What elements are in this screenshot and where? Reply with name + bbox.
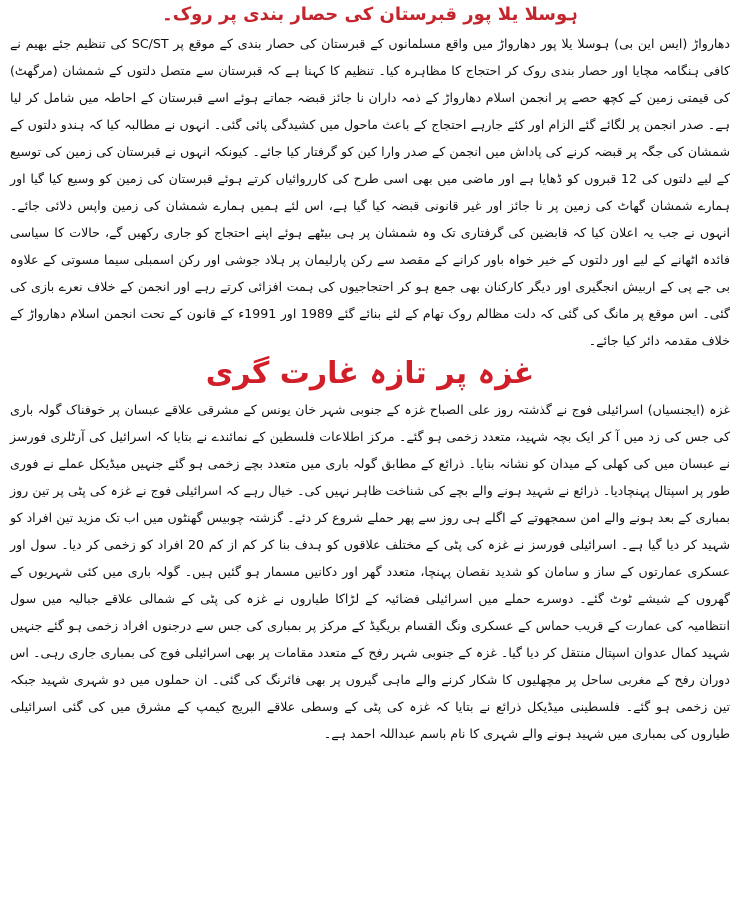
article-headline: غزہ پر تازہ غارت گری <box>205 355 535 391</box>
article-gaza <box>10 356 730 747</box>
article-hosalli-graveyard <box>10 4 730 354</box>
article-body: غزہ (ایجنسیاں) اسرائیلی فوج نے گذشتہ روز علی الصباح غزہ کے جنوبی شہر خان یونس کے مشرقی علاقے عبسان پر خوفناک گولہ باری کی جس کی زد میں آ کر ایک بچہ شہید، متعدد زخمی ہو گئے۔ مرکز اطلاعات فلسطین کے نمائندے نے بتایا کہ اسرائیل کی آرٹلری فورسز نے عبسان میں کی کھلی کے میدان کو نشانہ بنایا۔ ذرائع کے مطابق گولہ باری میں متعدد بچے زخمی ہو گئے جنہیں میڈیکل عملے نے فوری طور پر اسپتال پہنچادیا۔ ذرائع نے شہید ہونے والے بچے کی شناخت ظاہر نہیں کی۔ خیال رہے کہ اسرائیلی فوج نے غزہ کی پٹی پر تین روز بمباری کے بعد ہونے والے امن سمجھوتے کے اگلے ہی روز سے پھر حملے شروع کر دئے۔ گزشتہ چوبیس گھنٹوں میں اب تک مزید تین افراد کو شہید کر دیا گیا ہے۔ اسرائیلی فورسز نے غزہ کی پٹی کے مختلف علاقوں کو ہدف بنا کر کم از کم 20 افراد کو زخمی کر دیا۔ سول اور عسکری عمارتوں کے ساز و سامان کو شدید نقصان پہنچا، متعدد گھر اور دکانیں مسمار ہو گئیں ہیں۔ گولہ باری میں کئی شہریوں کے گھروں کے شیشے ٹوٹ گئے۔ دوسرے حملے میں اسرائیلی فضائیہ کے لڑاکا طیاروں نے غزہ کی پٹی کے شمالی علاقے جبالیہ میں سول انتظامیہ کی عمارت کے قریب حماس کے عسکری ونگ القسام بریگیڈ کے مرکز پر بمباری کی جس سے درجنوں افراد زخمی ہو گئے جنہیں شہید کمال عدوان اسپتال منتقل کر دیا گیا۔ غزہ کے جنوبی شہر رفح کے متعدد مقامات پر بھی اسرائیلی فوج کی بمباری جاری رہی۔ اس دوران رفح کے مغربی ساحل پر مچھلیوں کا شکار کرنے والے ماہی گیروں پر بھی فائرنگ کی گئی۔ ان حملوں میں دو شہری شہید جبکہ تین زخمی ہو گئے۔ فلسطینی میڈیکل ذرائع نے بتایا کہ غزہ کی پٹی کے وسطی علاقے البریج کیمپ کے مشرق میں کی گئی اسرائیلی طیاروں کی بمباری میں شہید ہونے والے شہری کا نام باسم عبداللہ احمد ہے۔ <box>10 401 730 741</box>
article-body: دھارواڑ (ایس این بی) ہوسلا یلا پور دھارواڑ میں واقع مسلمانوں کے قبرستان کی حصار بندی کے موقع پر SC/ST کی تنظیم جئے بھیم نے کافی ہنگامہ مچایا اور حصار بندی روک کر احتجاج کا مظاہرہ کیا۔ تنظیم کا کہنا ہے کہ قبرستان سے متصل دلتوں کے شمشان (مرگھٹ) کی قیمتی زمین کے کچھ حصے پر انجمن اسلام دھارواڑ کے ذمہ داران نا جائز قبضہ جماتے ہوئے اسے قبرستان کے احاطہ میں شامل کر لیا ہے۔ صدر انجمن پر لگائے گئے الزام اور کئے جارہے احتجاج کے باعث ماحول میں کشیدگی پائی گئی۔ انہوں نے مطالبہ کیا کہ ہندو دلتوں کے شمشان کی جگہ پر قبضہ کرنے کی پاداش میں انجمن کے صدر وارا کین کو گرفتار کیا جائے۔ کیونکہ انہوں نے قبرستان کی زمین کی توسیع کے لیے دلتوں کی 12 قبروں کو ڈھایا ہے اور ماضی میں بھی اسی طرح کی کارروائیاں کرتے ہوئے قبرستان کی زمین کو وسیع کیا گیا اور ہمارے شمشان گھاٹ کی زمین پر نا جائز اور غیر قانونی قبضہ کیا گیا ہے، اس لئے ہمیں ہمارے شمشان کی زمین واپس دلائی جائے۔ انہوں نے جب یہ اعلان کیا کہ قابضین کی گرفتاری تک وہ شمشان پر ہی بیٹھے ہوئے اپنے احتجاج کو جاری رکھیں گے، حالات کا سیاسی فائدہ اٹھانے کے لیے اور دلتوں کے خیر خواہ باور کرانے کے مقصد سے رکن پارلیمان پر ہلاد جوشی اور رکن اسمبلی سیما مسوتی کے علاوہ بی جے پی کے اربیش انجگیری اور دیگر کارکنان بھی جمع ہو کر احتجاجیوں کی ہمت افزائی کرتے رہے اور انجمن کے خلاف نعرے بازی کی گئی۔ اس موقع پر مانگ کی گئی کہ دلت مظالم روک تھام کے لئے بنائے گئے 1989 اور 1991ء کے قانون کے تحت انجمن اسلام دھارواڑ کے خلاف مقدمہ دائر کیا جائے۔ <box>10 35 730 348</box>
article-headline: ہوسلا یلا پور قبرستان کی حصار بندی پر روک۔ <box>162 4 578 25</box>
newspaper-page <box>10 4 730 896</box>
